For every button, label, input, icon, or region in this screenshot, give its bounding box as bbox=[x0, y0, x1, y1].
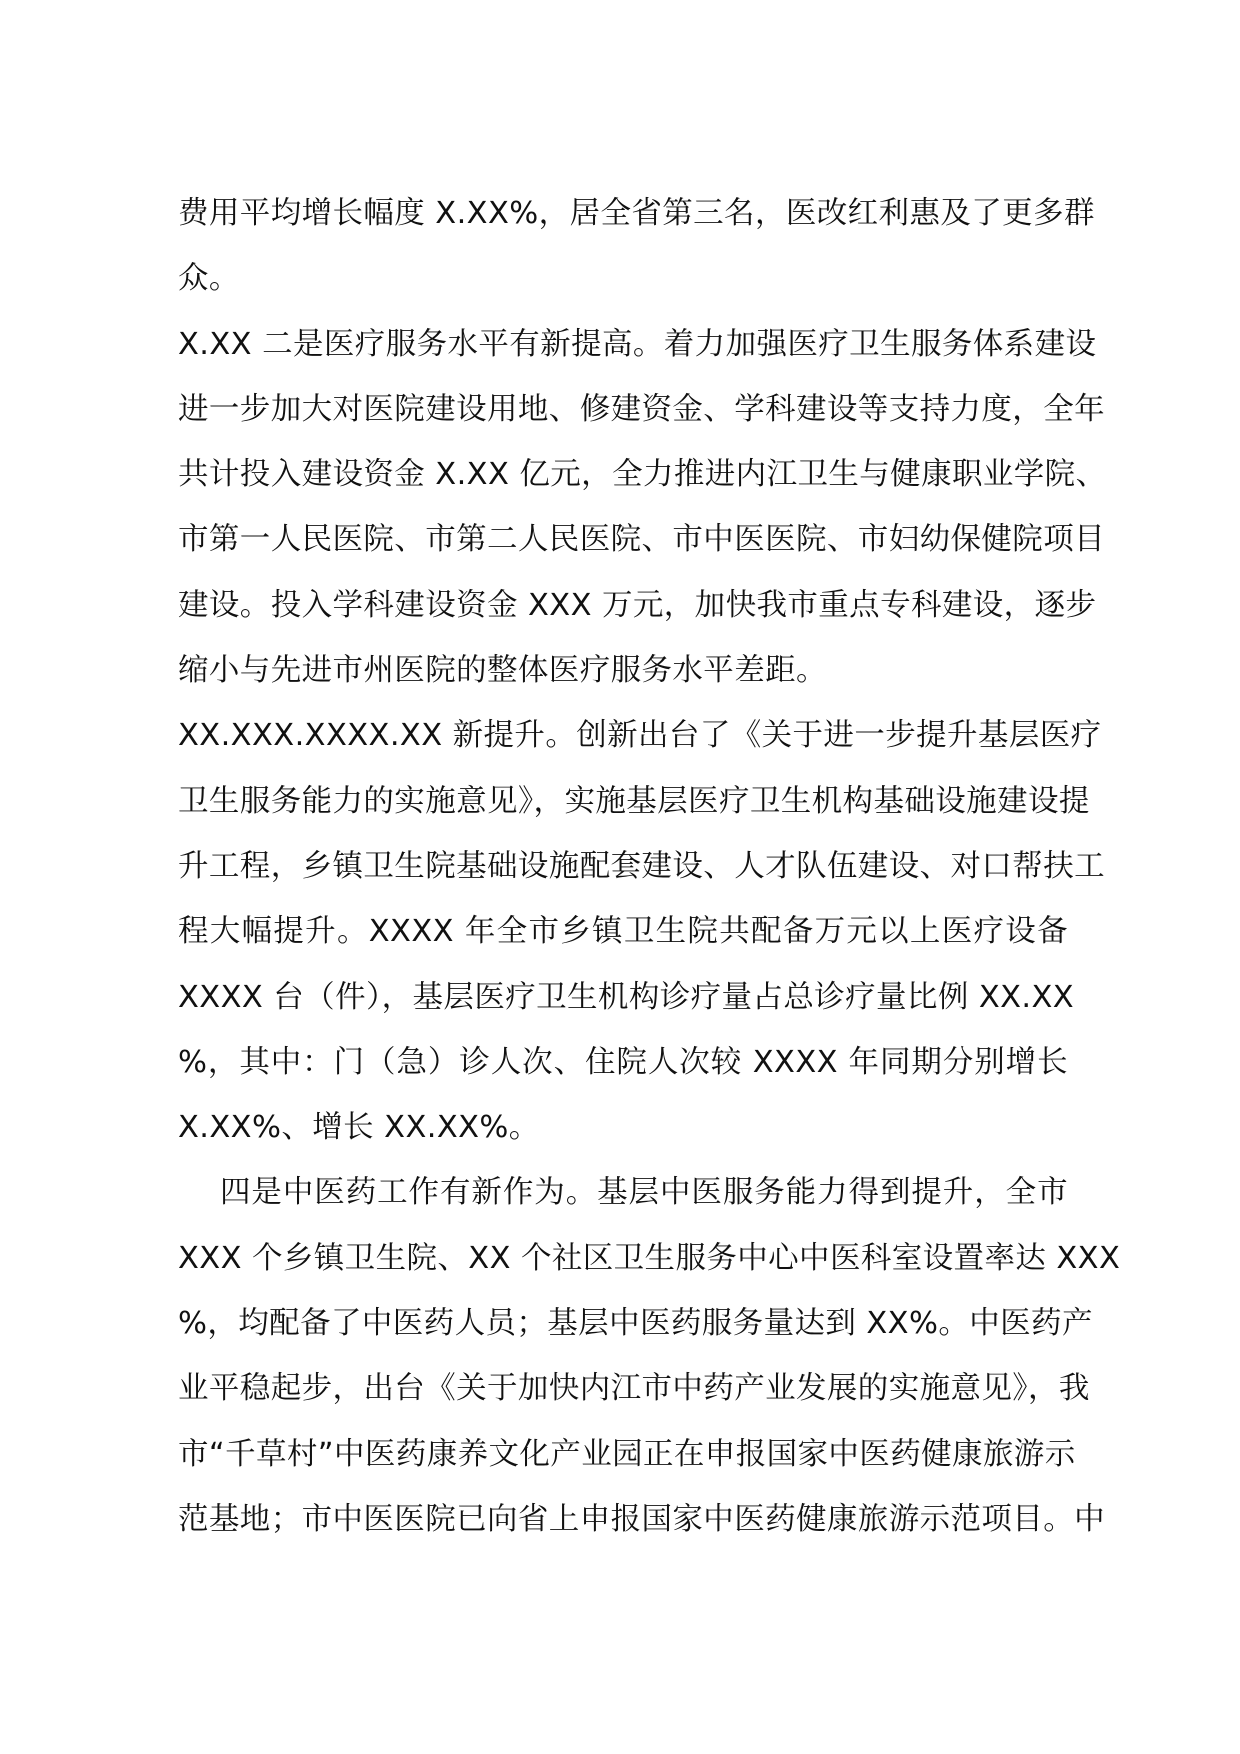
text-line: 四是中医药工作有新作为。基层中医服务能力得到提升，全市 bbox=[220, 1175, 1068, 1211]
text-line: 进一步加大对医院建设用地、修建资金、学科建设等支持力度，全年 bbox=[178, 391, 1105, 427]
text-line: X.XX 二是医疗服务水平有新提高。着力加强医疗卫生服务体系建设 bbox=[178, 326, 1097, 362]
text-line: 业平稳起步，出台《关于加快内江市中药产业发展的实施意见》，我 bbox=[178, 1371, 1090, 1407]
text-line: XX.XXX.XXXX.XX 新提升。创新出台了《关于进一步提升基层医疗 bbox=[178, 718, 1102, 754]
text-line: 共计投入建设资金 X.XX 亿元，全力推进内江卫生与健康职业学院、 bbox=[178, 457, 1107, 493]
text-line: 缩小与先进市州医院的整体医疗服务水平差距。 bbox=[178, 653, 827, 689]
text-line: 费用平均增长幅度 X.XX%，居全省第三名，医改红利惠及了更多群 bbox=[178, 196, 1095, 231]
text-line: 卫生服务能力的实施意见》，实施基层医疗卫生机构基础设施建设提 bbox=[178, 783, 1090, 819]
text-line: XXX 个乡镇卫生院、XX 个社区卫生服务中心中医科室设置率达 XXX bbox=[178, 1240, 1121, 1276]
text-line: 程大幅提升。XXXX 年全市乡镇卫生院共配备万元以上医疗设备 bbox=[178, 914, 1068, 950]
text-line: X.XX%、增长 XX.XX%。 bbox=[178, 1110, 540, 1146]
text-line: 范基地；市中医医院已向省上申报国家中医药健康旅游示范项目。中 bbox=[178, 1501, 1105, 1537]
text-line: 众。 bbox=[178, 261, 240, 297]
text-line: 建设。投入学科建设资金 XXX 万元，加快我市重点专科建设，逐步 bbox=[178, 587, 1097, 623]
text-line: %，其中：门（急）诊人次、住院人次较 XXXX 年同期分别增长 bbox=[178, 1044, 1068, 1080]
text-line: XXXX 台（件），基层医疗卫生机构诊疗量占总诊疗量比例 XX.XX bbox=[178, 979, 1075, 1015]
text-line: 市“千草村”中医药康养文化产业园正在申报国家中医药健康旅游示 bbox=[178, 1436, 1076, 1472]
text-line: %，均配备了中医药人员；基层中医药服务量达到 XX%。中医药产 bbox=[178, 1306, 1093, 1342]
text-line: 升工程，乡镇卫生院基础设施配套建设、人才队伍建设、对口帮扶工 bbox=[178, 848, 1105, 884]
body-text bbox=[178, 181, 1121, 1552]
text-line: 市第一人民医院、市第二人民医院、市中医医院、市妇幼保健院项目 bbox=[178, 522, 1105, 558]
